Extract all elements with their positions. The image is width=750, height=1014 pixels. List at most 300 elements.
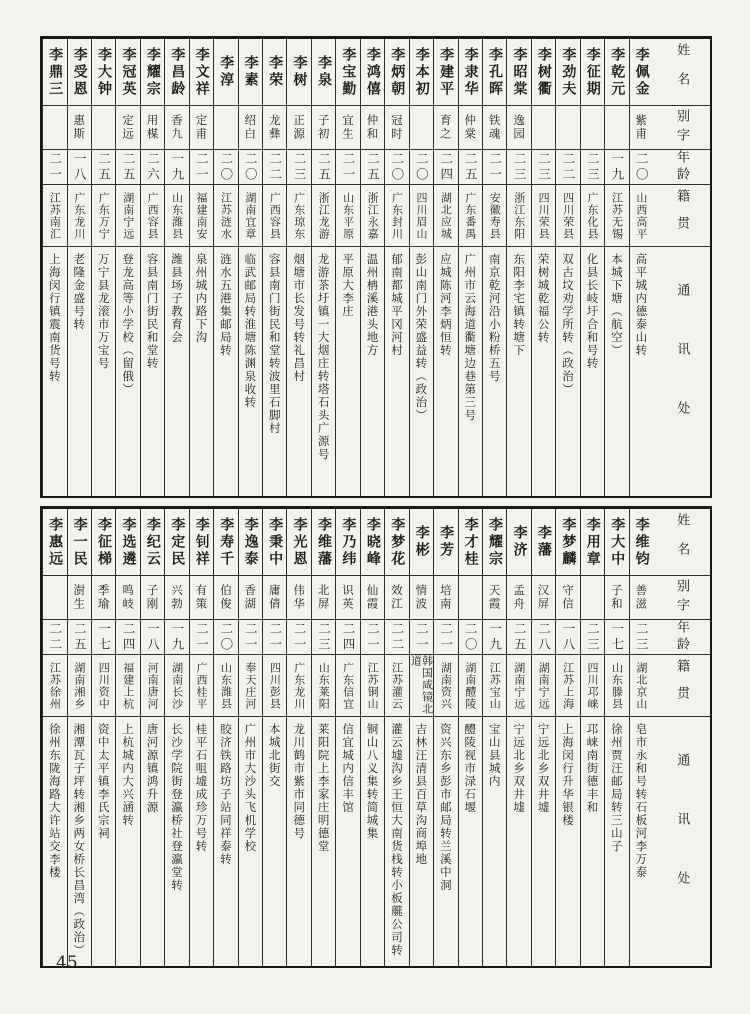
person-name: 李钊祥 xyxy=(193,516,210,568)
person-name-cell xyxy=(214,509,237,576)
person-column xyxy=(531,509,555,966)
person-alias-cell xyxy=(361,106,384,150)
person-alias-cell xyxy=(630,576,653,620)
person-contact: 信宜城内信丰馆 xyxy=(341,723,356,814)
person-native: 四川邛崃 xyxy=(586,661,600,710)
person-alias: 庸倩 xyxy=(267,584,282,611)
person-contact: 东阳李宅镇转塘下 xyxy=(512,253,527,357)
person-contact: 宁远北乡双井墟 xyxy=(512,723,527,814)
person-name-cell xyxy=(385,509,408,576)
person-column xyxy=(335,509,359,966)
person-alias: 定甫 xyxy=(194,114,209,141)
person-native-cell xyxy=(68,655,91,717)
person-column xyxy=(580,509,604,966)
person-age: 二二 xyxy=(267,151,283,183)
person-alias: 孟舟 xyxy=(512,584,527,611)
person-native-cell xyxy=(92,185,115,247)
person-name: 李树衢 xyxy=(535,46,552,98)
person-alias-cell xyxy=(630,106,653,150)
person-native: 山东滕县 xyxy=(610,661,624,710)
person-contact: 化县长岐圩合和号转 xyxy=(585,253,600,370)
person-alias-cell xyxy=(532,106,555,150)
person-contact-cell xyxy=(434,247,457,496)
person-contact-cell xyxy=(410,717,433,966)
person-native: 广东龙川 xyxy=(292,661,306,710)
person-contact: 龙川鹤市紫市同德号 xyxy=(292,723,307,840)
person-age: 二三 xyxy=(512,151,528,183)
person-native: 广西容县 xyxy=(268,191,282,240)
person-column xyxy=(506,509,530,966)
person-contact-cell xyxy=(532,247,555,496)
header-cell-native xyxy=(653,185,710,247)
person-column xyxy=(311,39,335,496)
person-age: 二五 xyxy=(463,151,479,183)
person-name-cell xyxy=(239,509,262,576)
person-name: 李树 xyxy=(291,55,308,89)
person-contact: 彭山南门外荣盛益转（政治） xyxy=(414,253,429,422)
person-contact-cell xyxy=(483,717,506,966)
person-contact: 上海闵行镇震南货号转 xyxy=(47,253,62,383)
person-contact: 上海闵行升华银楼 xyxy=(561,723,575,827)
person-alias-cell xyxy=(239,106,262,150)
person-name: 李梦花 xyxy=(389,516,406,568)
person-name-cell xyxy=(287,509,310,576)
person-native: 山东潍县 xyxy=(219,661,233,710)
person-age-cell xyxy=(532,620,555,655)
person-age: 一九 xyxy=(169,621,185,653)
person-age-cell xyxy=(630,620,653,655)
person-contact: 龙游茶圩镇一大烟庄转塔石头广源号 xyxy=(316,253,331,461)
person-contact: 温州柟溪港头地方 xyxy=(365,253,380,357)
person-contact: 广州市大沙头飞机学校 xyxy=(243,723,258,853)
person-contact: 莱阳院上李家庄明德堂 xyxy=(316,723,331,853)
person-column xyxy=(629,509,653,966)
person-name-cell xyxy=(263,39,286,106)
person-alias-cell xyxy=(214,576,237,620)
person-native-cell xyxy=(263,655,286,717)
person-age-cell xyxy=(312,620,335,655)
person-alias: 识英 xyxy=(341,584,356,611)
person-contact-cell xyxy=(483,247,506,496)
person-age-cell xyxy=(141,150,164,185)
person-age: 二一 xyxy=(267,621,283,653)
person-alias: 铁魂 xyxy=(487,114,502,141)
person-contact-cell xyxy=(165,717,188,966)
person-native: 湖南宁远 xyxy=(121,191,135,240)
person-native-cell xyxy=(483,655,506,717)
person-alias-cell xyxy=(483,576,506,620)
header-contact-label: 通讯处 xyxy=(674,283,690,460)
person-column xyxy=(604,39,628,496)
person-contact: 本城北街交 xyxy=(267,723,282,788)
person-contact-cell xyxy=(556,247,579,496)
person-age-cell xyxy=(68,150,91,185)
person-native: 江苏无锡 xyxy=(610,191,624,240)
person-alias: 鸣岐 xyxy=(121,584,136,611)
person-age-cell xyxy=(239,620,262,655)
person-contact-cell xyxy=(312,717,335,966)
person-contact-cell xyxy=(190,717,213,966)
person-name-cell xyxy=(410,509,433,576)
header-cell-alias xyxy=(653,106,710,150)
person-age-cell xyxy=(92,150,115,185)
person-contact-cell xyxy=(434,717,457,966)
person-contact-cell xyxy=(287,717,310,966)
person-age-cell xyxy=(336,620,359,655)
person-name-cell xyxy=(581,509,604,576)
person-name: 李隶华 xyxy=(462,46,479,98)
person-column xyxy=(42,509,66,966)
header-cell-contact xyxy=(653,717,710,966)
person-name: 李大中 xyxy=(609,516,626,568)
person-column xyxy=(189,39,213,496)
person-column xyxy=(115,39,139,496)
person-contact-cell xyxy=(68,247,91,496)
person-native: 湖南醴陵 xyxy=(463,661,477,710)
person-contact-cell xyxy=(410,247,433,496)
person-contact-cell xyxy=(141,247,164,496)
person-alias-cell xyxy=(312,576,335,620)
person-name: 李济 xyxy=(511,525,528,559)
person-column xyxy=(360,39,384,496)
person-age: 二三 xyxy=(585,151,601,183)
person-alias-cell xyxy=(556,106,579,150)
person-contact-cell xyxy=(92,717,115,966)
person-contact: 宁远北乡双井墟 xyxy=(536,723,551,814)
person-alias: 绍白 xyxy=(243,114,258,141)
person-name: 李才桂 xyxy=(462,516,479,568)
person-age: 一九 xyxy=(609,151,625,183)
person-column xyxy=(262,509,286,966)
person-age-cell xyxy=(385,620,408,655)
person-name-cell xyxy=(214,39,237,106)
person-column xyxy=(409,39,433,496)
person-column xyxy=(335,39,359,496)
person-contact-cell xyxy=(165,247,188,496)
person-alias: 育之 xyxy=(438,114,453,141)
person-column xyxy=(482,39,506,496)
person-age: 一九 xyxy=(487,621,503,653)
person-contact-cell xyxy=(336,717,359,966)
person-contact-cell xyxy=(385,717,408,966)
person-alias-cell xyxy=(214,106,237,150)
person-name: 李选遴 xyxy=(120,516,137,568)
person-age: 二二 xyxy=(560,151,576,183)
person-native: 广东万宁 xyxy=(97,191,111,240)
person-name: 李定民 xyxy=(169,516,186,568)
person-contact: 烟塘市长发号转礼昌村 xyxy=(292,253,307,383)
person-contact-cell xyxy=(43,717,66,966)
person-column xyxy=(91,509,115,966)
person-contact-cell xyxy=(459,247,482,496)
person-contact-cell xyxy=(287,247,310,496)
person-native-cell xyxy=(630,185,653,247)
header-alias-label: 别字 xyxy=(674,108,689,147)
person-age-cell xyxy=(385,150,408,185)
person-age: 二〇 xyxy=(634,151,650,183)
person-name: 李本初 xyxy=(413,46,430,98)
person-native: 河南唐河 xyxy=(146,661,160,710)
person-alias-cell xyxy=(43,576,66,620)
person-native: 江苏铜山 xyxy=(366,661,380,710)
person-name: 李乃纬 xyxy=(340,516,357,568)
person-age-cell xyxy=(410,620,433,655)
header-cell-alias xyxy=(653,576,710,620)
person-age-cell xyxy=(165,620,188,655)
person-age: 二五 xyxy=(121,151,137,183)
person-age: 二六 xyxy=(145,151,161,183)
person-alias: 龙彝 xyxy=(267,114,282,141)
person-contact-cell xyxy=(239,717,262,966)
person-contact-cell xyxy=(630,247,653,496)
person-name-cell xyxy=(410,39,433,106)
person-native: 广东琼东 xyxy=(292,191,306,240)
person-alias: 天霞 xyxy=(487,584,502,611)
person-column xyxy=(140,39,164,496)
person-name-cell xyxy=(361,509,384,576)
person-age: 二一 xyxy=(365,621,381,653)
person-native-cell xyxy=(116,655,139,717)
person-name: 李梦麟 xyxy=(560,516,577,568)
person-name: 李劲夫 xyxy=(560,46,577,98)
person-native-cell xyxy=(287,185,310,247)
person-alias-cell xyxy=(92,106,115,150)
person-age: 二一 xyxy=(292,621,308,653)
person-alias: 冠时 xyxy=(389,114,404,141)
person-alias: 惠斯 xyxy=(72,114,87,141)
person-native-cell xyxy=(532,185,555,247)
person-contact: 长沙学院街登瀛桥社登瀛堂转 xyxy=(170,723,184,892)
person-age: 二一 xyxy=(487,151,503,183)
person-age-cell xyxy=(214,620,237,655)
person-contact: 皂市永和号转石板河李万泰 xyxy=(634,723,649,879)
person-name-cell xyxy=(605,39,628,106)
person-contact: 老隆金盛号转 xyxy=(72,253,87,331)
person-name: 李维钧 xyxy=(633,516,650,568)
person-name-cell xyxy=(190,509,213,576)
person-age-cell xyxy=(556,150,579,185)
person-alias-cell xyxy=(165,106,188,150)
person-age-cell xyxy=(239,150,262,185)
person-column xyxy=(140,509,164,966)
person-age-cell xyxy=(434,150,457,185)
person-alias: 汉屏 xyxy=(536,584,551,611)
person-native-cell xyxy=(581,655,604,717)
person-contact-cell xyxy=(581,247,604,496)
person-age: 二三 xyxy=(316,621,332,653)
person-alias-cell xyxy=(287,106,310,150)
person-name: 李一民 xyxy=(71,516,88,568)
person-column xyxy=(213,509,237,966)
person-name-cell xyxy=(605,509,628,576)
person-age: 二三 xyxy=(536,151,552,183)
person-native: 湖北京山 xyxy=(634,661,648,710)
person-contact: 本城下塘（航空） xyxy=(609,253,624,357)
person-alias-cell xyxy=(410,106,433,150)
person-native-cell xyxy=(361,655,384,717)
person-column xyxy=(482,509,506,966)
person-contact-cell xyxy=(556,717,579,966)
person-column xyxy=(458,39,482,496)
person-contact-cell xyxy=(361,247,384,496)
person-column xyxy=(506,39,530,496)
person-contact: 应城陈河李炳恒转 xyxy=(438,253,453,357)
person-name-cell xyxy=(507,509,530,576)
person-name-cell xyxy=(141,39,164,106)
person-name: 李耀宗 xyxy=(144,46,161,98)
person-column xyxy=(115,509,139,966)
person-contact: 吉林汪清县百草沟商埠地 xyxy=(414,723,429,866)
person-age-cell xyxy=(459,150,482,185)
person-alias: 香湖 xyxy=(243,584,258,611)
directory-table-bottom xyxy=(40,506,712,968)
person-name: 李文祥 xyxy=(193,46,210,98)
person-name-cell xyxy=(312,509,335,576)
person-native-cell xyxy=(239,655,262,717)
person-alias-cell xyxy=(92,576,115,620)
header-age-label: 年龄 xyxy=(674,150,689,184)
person-column xyxy=(189,509,213,966)
person-alias-cell xyxy=(532,576,555,620)
person-name-cell xyxy=(165,39,188,106)
person-name: 李征期 xyxy=(584,46,601,98)
person-native-cell xyxy=(165,655,188,717)
person-name-cell xyxy=(263,509,286,576)
person-native-cell xyxy=(630,655,653,717)
person-native-cell xyxy=(336,185,359,247)
person-contact-cell xyxy=(141,717,164,966)
person-contact: 平原大李庄 xyxy=(341,253,356,318)
person-native: 奉天庄河 xyxy=(243,661,257,710)
person-native-cell xyxy=(287,655,310,717)
person-column xyxy=(42,39,66,496)
person-contact-cell xyxy=(43,247,66,496)
person-alias: 澍生 xyxy=(72,584,87,611)
person-contact: 登龙高等小学校（留俄） xyxy=(121,253,136,396)
person-name: 李彬 xyxy=(413,525,430,559)
person-name: 李维藩 xyxy=(315,516,332,568)
person-native: 浙江东阳 xyxy=(512,191,526,240)
person-age: 二三 xyxy=(634,621,650,653)
person-name-cell xyxy=(239,39,262,106)
person-name-cell xyxy=(630,39,653,106)
person-name-cell xyxy=(434,509,457,576)
person-native-cell xyxy=(263,185,286,247)
person-native-cell xyxy=(556,185,579,247)
person-alias-cell xyxy=(68,106,91,150)
header-column xyxy=(653,39,710,496)
person-alias-cell xyxy=(239,576,262,620)
person-name-cell xyxy=(43,509,66,576)
person-native: 广东番禺 xyxy=(463,191,477,240)
person-native-cell xyxy=(532,655,555,717)
person-native-cell xyxy=(483,185,506,247)
person-age-cell xyxy=(214,150,237,185)
person-column xyxy=(360,509,384,966)
person-alias: 紫甫 xyxy=(634,114,649,141)
person-native: 江苏宝山 xyxy=(488,661,502,710)
person-name-cell xyxy=(43,39,66,106)
person-alias-cell xyxy=(43,106,66,150)
header-age-label: 年龄 xyxy=(674,620,689,654)
person-native: 江苏南汇 xyxy=(48,191,62,240)
person-age-cell xyxy=(263,150,286,185)
person-native-cell xyxy=(141,655,164,717)
person-name: 李炳朝 xyxy=(389,46,406,98)
directory-table-top xyxy=(40,36,712,498)
person-name: 李孔晖 xyxy=(487,46,504,98)
person-native-cell xyxy=(312,655,335,717)
person-age: 二五 xyxy=(365,151,381,183)
person-age: 一九 xyxy=(169,151,185,183)
person-native: 四川资中 xyxy=(97,661,111,710)
person-age: 二〇 xyxy=(218,621,234,653)
person-age: 二八 xyxy=(536,621,552,653)
person-native: 山东平原 xyxy=(341,191,355,240)
person-age: 二三 xyxy=(585,621,601,653)
person-name-cell xyxy=(459,509,482,576)
person-column xyxy=(286,39,310,496)
person-contact: 铜山八义集转简城集 xyxy=(365,723,380,840)
person-native-cell xyxy=(92,655,115,717)
person-contact: 万宁县龙滚市万宝号 xyxy=(96,253,111,370)
person-name: 李惠远 xyxy=(47,516,64,568)
person-alias-cell xyxy=(263,576,286,620)
person-column xyxy=(67,39,91,496)
person-name: 李用章 xyxy=(584,516,601,568)
person-contact-cell xyxy=(263,247,286,496)
person-age-cell xyxy=(483,150,506,185)
person-name-cell xyxy=(630,509,653,576)
person-age-cell xyxy=(581,620,604,655)
person-alias: 子刚 xyxy=(145,584,160,611)
person-column xyxy=(238,39,262,496)
person-column xyxy=(458,509,482,966)
person-name: 李冠英 xyxy=(120,46,137,98)
person-native: 浙江永嘉 xyxy=(366,191,380,240)
person-column xyxy=(164,39,188,496)
person-alias-cell xyxy=(434,106,457,150)
person-age-cell xyxy=(605,150,628,185)
person-name: 李大钟 xyxy=(96,46,113,98)
person-age: 二一 xyxy=(243,621,259,653)
person-name-cell xyxy=(68,39,91,106)
person-name: 李荣 xyxy=(267,55,284,89)
person-name-cell xyxy=(532,509,555,576)
person-column xyxy=(433,509,457,966)
person-age: 二一 xyxy=(194,151,210,183)
person-name-cell xyxy=(385,39,408,106)
person-contact: 宝山县城内 xyxy=(487,723,502,788)
person-name: 李受恩 xyxy=(71,46,88,98)
person-alias: 正源 xyxy=(292,114,307,141)
person-age: 二〇 xyxy=(218,151,234,183)
person-age-cell xyxy=(336,150,359,185)
person-alias: 仙霞 xyxy=(365,584,380,611)
person-native: 湖南资兴 xyxy=(439,661,453,710)
person-age-cell xyxy=(581,150,604,185)
person-native-cell xyxy=(190,185,213,247)
person-age-cell xyxy=(287,150,310,185)
person-alias-cell xyxy=(507,576,530,620)
header-cell-contact xyxy=(653,247,710,496)
person-contact: 双古坟劝学所转（政治） xyxy=(561,253,575,396)
person-age: 一七 xyxy=(96,621,112,653)
person-contact-cell xyxy=(214,717,237,966)
person-name-cell xyxy=(92,39,115,106)
person-native-cell xyxy=(434,185,457,247)
person-native: 韩国咸镜北道 xyxy=(409,655,434,715)
